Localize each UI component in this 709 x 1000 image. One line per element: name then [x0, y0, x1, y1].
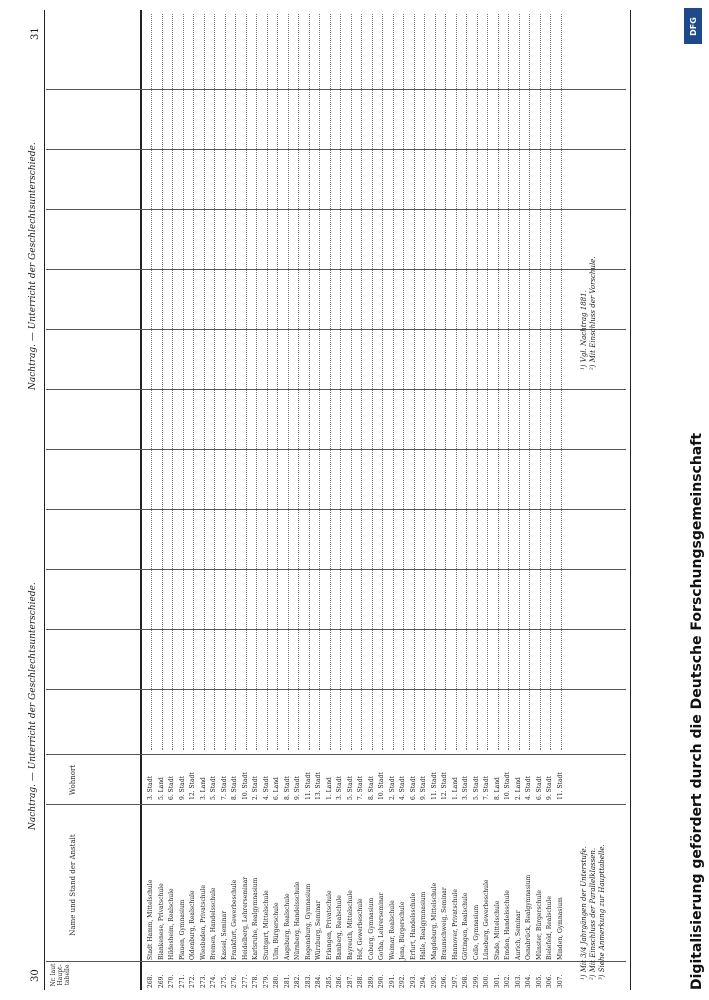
row-leader-dots — [466, 14, 468, 750]
row-name: Bamberg, Realschule — [336, 895, 343, 960]
row-group: 7. Stadt — [357, 776, 364, 800]
row-name: Emden, Handelsschule — [504, 890, 511, 960]
row-leader-dots — [550, 14, 552, 750]
row-name: Stade, Mittelschule — [493, 900, 501, 960]
row-number: 276. — [231, 974, 238, 988]
footnotes-left — [580, 844, 607, 980]
table-row — [188, 10, 199, 990]
row-group: 8. Land — [493, 777, 501, 800]
row-name: Lüneburg, Gewerbeschule — [483, 879, 490, 960]
row-number: 280. — [273, 974, 280, 988]
row-leader-dots — [382, 14, 384, 750]
row-number: 279. — [262, 974, 270, 988]
row-leader-dots — [393, 14, 395, 750]
row-name: Plauen, Gymnasium — [178, 899, 186, 960]
row-leader-dots — [414, 14, 416, 750]
row-leader-dots — [267, 14, 269, 750]
row-leader-dots — [540, 14, 542, 750]
row-leader-dots — [487, 14, 489, 750]
row-name: Augsburg, Realschule — [283, 893, 291, 960]
row-number: 298. — [462, 974, 469, 988]
column-heading-name: Name und Stand der Anstalt — [69, 834, 77, 936]
row-leader-dots — [361, 14, 363, 750]
row-name: Nürnberg, Handelsschule — [294, 881, 301, 960]
table-row — [472, 10, 483, 990]
row-group: 12. Stadt — [189, 772, 196, 800]
row-group: 11. Stadt — [430, 772, 438, 800]
footnote: ²) Mit Einschluss der Vorschule. — [589, 256, 597, 370]
row-group: 8. Stadt — [367, 776, 375, 800]
table-row — [167, 10, 178, 990]
table-row — [503, 10, 514, 990]
row-leader-dots — [288, 14, 290, 750]
header-rule — [44, 10, 45, 990]
table-row — [461, 10, 472, 990]
row-number: 296. — [441, 974, 448, 988]
row-group: 9. Stadt — [178, 776, 186, 800]
row-number: 301. — [493, 974, 501, 988]
row-name: Kassel, Seminar — [220, 910, 228, 960]
row-number: 278. — [252, 974, 259, 988]
row-leader-dots — [330, 14, 332, 750]
row-group: 10. Stadt — [378, 772, 385, 800]
table-row — [388, 10, 399, 990]
row-group: 5. Stadt — [210, 776, 217, 800]
row-name: Hildesheim, Realschule — [168, 888, 175, 960]
row-leader-dots — [372, 14, 374, 750]
row-name: Magdeburg, Mittelschule — [430, 882, 438, 960]
row-number: 270. — [168, 974, 175, 988]
footnote: ¹) Mit 3/4 Jahrgängen der Unterstufe. — [580, 846, 588, 980]
row-group: 4. Stadt — [399, 776, 406, 800]
row-number: 288. — [357, 974, 364, 988]
row-leader-dots — [445, 14, 447, 750]
table-row — [325, 10, 336, 990]
row-name: Halle, Realgymnasium — [420, 891, 427, 960]
row-leader-dots — [183, 14, 185, 750]
column-heading-group: Wohnort — [69, 764, 77, 796]
row-name: Gotha, Lehrerseminar — [378, 892, 385, 960]
dfg-logo: DFG — [684, 8, 702, 44]
row-number: 300. — [483, 974, 490, 988]
table-row — [262, 10, 273, 990]
row-number: 269. — [157, 974, 165, 988]
row-name: Erlangen, Privatschule — [325, 890, 333, 960]
row-group: 2. Stadt — [388, 776, 396, 800]
row-name: Münster, Bürgerschule — [535, 890, 543, 960]
table-row — [272, 10, 283, 990]
table-row — [535, 10, 546, 990]
row-leader-dots — [351, 14, 353, 750]
row-number: 304. — [525, 974, 532, 988]
row-leader-dots — [435, 14, 437, 750]
footer-rule — [630, 10, 631, 990]
row-name: Wiesbaden, Privatschule — [199, 885, 207, 960]
row-name: Braunschweig, Seminar — [441, 887, 448, 960]
row-group: 4. Stadt — [262, 776, 270, 800]
row-group: 2. Land — [514, 777, 522, 800]
row-leader-dots — [508, 14, 510, 750]
row-number: 302. — [504, 974, 511, 988]
row-number: 307. — [556, 974, 564, 988]
row-number: 289. — [367, 974, 375, 988]
row-number: 290. — [378, 974, 385, 988]
right-page-header: Nachtrag. — Unterricht der Geschlechtsunterschiede. — [28, 142, 38, 390]
row-name: Hannover, Privatschule — [451, 889, 459, 960]
row-leader-dots — [225, 14, 227, 750]
row-name: Karlsruhe, Realgymnasium — [252, 877, 259, 960]
row-name: Minden, Gymnasium — [556, 897, 564, 960]
table-row — [377, 10, 388, 990]
row-name: Osnabrück, Realgymnasium — [525, 874, 532, 960]
row-number: 287. — [346, 974, 354, 988]
table-row — [524, 10, 535, 990]
row-name: Bayreuth, Mittelschule — [346, 890, 354, 960]
header-bottom-rule — [140, 10, 142, 990]
table-row — [367, 10, 378, 990]
table-row — [398, 10, 409, 990]
row-name: Oldenburg, Realschule — [189, 890, 196, 960]
table-row — [356, 10, 367, 990]
row-group: 9. Stadt — [294, 776, 301, 800]
row-name: Jena, Bürgerschule — [399, 901, 406, 960]
row-group: 3. Land — [199, 777, 207, 800]
row-group: 2. Stadt — [252, 776, 259, 800]
row-group: 5. Stadt — [472, 776, 480, 800]
row-name: Hof, Gewerbeschule — [357, 898, 364, 960]
row-number: 293. — [409, 974, 417, 988]
row-leader-dots — [204, 14, 206, 750]
row-group: 7. Stadt — [483, 776, 490, 800]
row-name: Regensburg, Gymnasium — [304, 883, 312, 960]
row-number: 273. — [199, 974, 207, 988]
row-leader-dots — [193, 14, 195, 750]
row-group: 9. Stadt — [546, 776, 553, 800]
row-number: 286. — [336, 974, 343, 988]
table-row — [545, 10, 556, 990]
row-group: 11. Stadt — [556, 772, 564, 800]
row-number: 294. — [420, 974, 427, 988]
row-name: Stuttgart, Mittelschule — [262, 890, 270, 960]
table-row — [209, 10, 220, 990]
footnote: ³) Siehe Anmerkung zur Haupttabelle. — [598, 844, 606, 980]
row-number: 284. — [315, 974, 322, 988]
row-leader-dots — [172, 14, 174, 750]
row-name: Aurich, Seminar — [514, 910, 522, 960]
row-leader-dots — [235, 14, 237, 750]
row-group: 5. Stadt — [346, 776, 354, 800]
table-row — [430, 10, 441, 990]
row-number: 305. — [535, 974, 543, 988]
row-group: 9. Stadt — [420, 776, 427, 800]
row-number: 277. — [241, 974, 249, 988]
table-row — [440, 10, 451, 990]
row-group: 6. Stadt — [168, 776, 175, 800]
table-row — [293, 10, 304, 990]
footnote: ²) Mit Einschluss der Parallelklassen. — [589, 847, 597, 980]
row-leader-dots — [403, 14, 405, 750]
table-row — [220, 10, 231, 990]
rotated-table-page — [20, 10, 655, 990]
row-leader-dots — [340, 14, 342, 750]
row-number: 297. — [451, 974, 459, 988]
row-name: Bremen, Handelsschule — [210, 887, 217, 960]
row-number: 292. — [399, 974, 406, 988]
row-group: 4. Stadt — [525, 776, 532, 800]
row-number: 282. — [294, 974, 301, 988]
row-number: 299. — [472, 974, 480, 988]
row-leader-dots — [151, 14, 153, 750]
row-group: 10. Stadt — [504, 772, 511, 800]
table-row — [314, 10, 325, 990]
row-leader-dots — [319, 14, 321, 750]
table-row — [514, 10, 525, 990]
table-row — [304, 10, 315, 990]
row-number: 306. — [546, 974, 553, 988]
row-group: 8. Stadt — [231, 776, 238, 800]
row-name: Weimar, Realschule — [388, 900, 396, 960]
row-group: 10. Stadt — [241, 772, 249, 800]
row-name: Coburg, Gymnasium — [367, 897, 375, 960]
row-group: 1. Land — [325, 777, 333, 800]
row-group: 13. Stadt — [315, 772, 322, 800]
table-row — [199, 10, 210, 990]
footnote: ¹) Vgl. Nachtrag 1881. — [580, 290, 588, 370]
row-leader-dots — [477, 14, 479, 750]
row-group: 6. Land — [273, 777, 280, 800]
table-row — [482, 10, 493, 990]
row-group: 3. Stadt — [336, 776, 343, 800]
table-row — [556, 10, 567, 990]
table-row — [493, 10, 504, 990]
row-leader-dots — [309, 14, 311, 750]
row-number: 291. — [388, 974, 396, 988]
row-name: Blankenese, Privatschule — [157, 883, 165, 960]
row-group: 5. Land — [157, 777, 165, 800]
row-leader-dots — [424, 14, 426, 750]
table-row — [451, 10, 462, 990]
table-row — [230, 10, 241, 990]
row-leader-dots — [456, 14, 458, 750]
row-number: 275. — [220, 974, 228, 988]
row-leader-dots — [246, 14, 248, 750]
row-leader-dots — [277, 14, 279, 750]
row-leader-dots — [256, 14, 258, 750]
table-row — [146, 10, 157, 990]
row-name: Celle, Gymnasium — [472, 904, 480, 960]
row-group: 6. Stadt — [535, 776, 543, 800]
table-row — [346, 10, 357, 990]
row-number: 295. — [430, 974, 438, 988]
row-number: 283. — [304, 974, 312, 988]
footnotes-right — [580, 256, 598, 370]
row-name: Stadt Hamm, Mittelschule — [147, 879, 154, 960]
table-row — [335, 10, 346, 990]
row-number: 274. — [210, 974, 217, 988]
row-leader-dots — [498, 14, 500, 750]
row-group: 7. Stadt — [220, 776, 228, 800]
table-row — [178, 10, 189, 990]
row-group: 3. Stadt — [147, 776, 154, 800]
row-number: 285. — [325, 974, 333, 988]
row-number: 271. — [178, 974, 186, 988]
row-group: 1. Land — [451, 777, 459, 800]
row-name: Ulm, Bürgerschule — [273, 902, 280, 960]
table-row — [409, 10, 420, 990]
left-page-header: Nachtrag. — Unterricht der Geschlechtsunterschiede. — [28, 582, 38, 830]
table-row — [251, 10, 262, 990]
row-group: 12. Stadt — [441, 772, 448, 800]
row-number: 272. — [189, 974, 196, 988]
right-page-number: 31 — [30, 27, 41, 40]
row-leader-dots — [519, 14, 521, 750]
row-name: Erfurt, Handelsschule — [409, 892, 417, 960]
row-group: 11. Stadt — [304, 772, 312, 800]
row-name: Frankfurt, Gewerbeschule — [231, 879, 238, 960]
row-group: 8. Stadt — [283, 776, 291, 800]
row-leader-dots — [162, 14, 164, 750]
row-leader-dots — [529, 14, 531, 750]
row-name: Göttingen, Realschule — [462, 892, 469, 960]
row-leader-dots — [298, 14, 300, 750]
row-number: 281. — [283, 974, 291, 988]
row-number: 303. — [514, 974, 522, 988]
table-row — [241, 10, 252, 990]
row-leader-dots — [561, 14, 563, 750]
row-number: 268. — [147, 974, 154, 988]
table-row — [419, 10, 430, 990]
row-group: 6. Stadt — [409, 776, 417, 800]
table-body — [146, 10, 626, 990]
dfg-watermark-text: Digitalisierung gefördert durch die Deutsche Forschungsgemeinschaft — [689, 432, 705, 990]
side-label-left: Nr. laut Haupt- tabelle — [50, 963, 71, 987]
row-group: 3. Stadt — [462, 776, 469, 800]
row-name: Bielefeld, Realschule — [546, 896, 553, 960]
left-page-number: 30 — [30, 969, 41, 982]
table-row — [283, 10, 294, 990]
row-leader-dots — [214, 14, 216, 750]
table-row — [157, 10, 168, 990]
row-name: Würzburg, Seminar — [315, 900, 322, 960]
row-name: Heidelberg, Lehrerseminar — [241, 876, 249, 960]
